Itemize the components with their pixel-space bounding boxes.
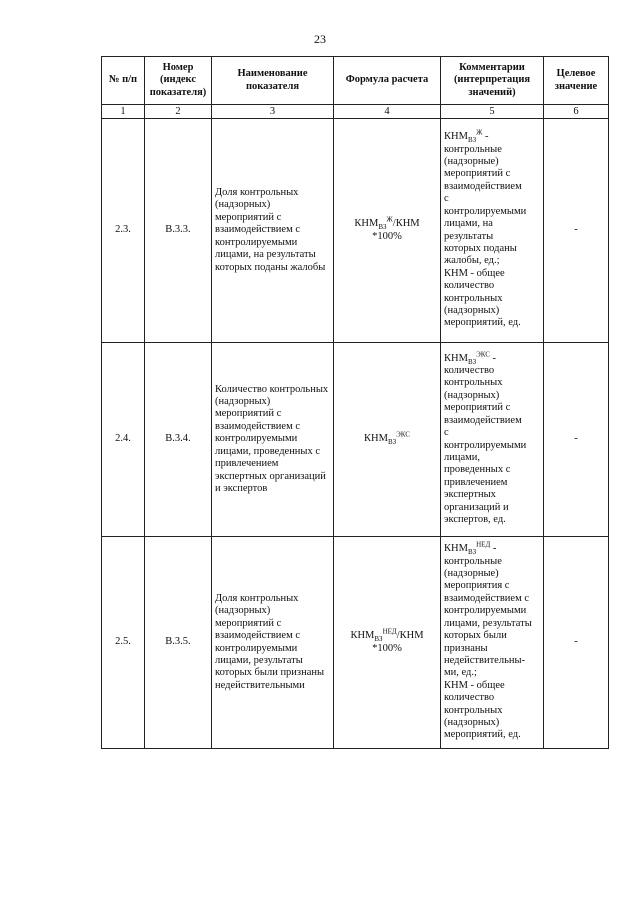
- comment-line: лицами, на: [444, 218, 493, 230]
- formula-sub: ВЗ: [374, 635, 383, 644]
- comment-first-line: [444, 350, 540, 366]
- formula-base: КНМ: [350, 630, 375, 642]
- comment-line: мероприятия с: [444, 580, 510, 592]
- row-number: 2.4.: [102, 343, 145, 537]
- comment-line: жалобы, ед.;: [444, 255, 500, 267]
- column-number: 6: [544, 105, 609, 119]
- comment-cell: [441, 537, 544, 749]
- comment-line: КНМ - общее: [444, 267, 505, 279]
- comment-line: (надзорных): [444, 389, 500, 401]
- indicators-table: [101, 56, 609, 749]
- comment-line: взаимодействием с: [444, 592, 530, 604]
- column-number: 3: [212, 105, 334, 119]
- header-cell: Комментарии (интерпретация значений): [441, 57, 544, 105]
- formula: [354, 215, 420, 243]
- comment-line: взаимодействием: [444, 180, 522, 192]
- table-row: [102, 537, 609, 749]
- formula-sup: Ж: [386, 215, 393, 224]
- comment-line: контролируемыми: [444, 439, 527, 451]
- comment-line: (надзорные): [444, 156, 499, 168]
- formula-line2: *100%: [372, 230, 402, 242]
- column-number-row: [102, 105, 609, 119]
- indicator-index: В.3.5.: [145, 537, 212, 749]
- comment-line: количество: [444, 365, 495, 377]
- comment-sub: ВЗ: [467, 136, 477, 145]
- calculation-formula: [334, 343, 441, 537]
- formula-line2: *100%: [372, 642, 402, 654]
- indicator-name: Доля контрольных (надзорных) мероприятий с взаимодействием с контролируемыми лицами, на результаты которых поданы жалобы: [212, 119, 334, 343]
- comment-line: мероприятий, ед.: [444, 729, 521, 741]
- comment-line: экспертных: [444, 489, 496, 501]
- comment-suffix: -: [489, 352, 497, 364]
- comment-suffix: -: [482, 131, 489, 143]
- comment-line: мероприятий, ед.: [444, 317, 521, 329]
- column-number: 5: [441, 105, 544, 119]
- comment-line: контрольные: [444, 143, 502, 155]
- formula: [364, 430, 410, 447]
- column-number: 4: [334, 105, 441, 119]
- comment-base: КНМ: [444, 352, 468, 364]
- target-value: -: [544, 343, 609, 537]
- comment-line: которых были: [444, 630, 507, 642]
- formula-sub: ВЗ: [387, 438, 397, 447]
- calculation-formula: [334, 537, 441, 749]
- comment-line: количество: [444, 280, 495, 292]
- formula-rest: /КНМ: [396, 630, 424, 642]
- comment-base: КНМ: [444, 543, 468, 555]
- indicator-index: В.3.4.: [145, 343, 212, 537]
- header-cell: Номер (индекс показателя): [145, 57, 212, 105]
- page-number: 23: [314, 32, 326, 46]
- formula: [350, 627, 424, 655]
- formula-rest: /КНМ: [392, 218, 420, 230]
- comment-first-line: [444, 128, 540, 145]
- comment-line: контролируемыми: [444, 605, 527, 617]
- comment-line: ми, ед.;: [444, 667, 477, 679]
- calculation-formula: [334, 119, 441, 343]
- comment-sub: ВЗ: [467, 548, 477, 557]
- comment-line: экспертов, ед.: [444, 513, 506, 525]
- comment-line: мероприятий с: [444, 168, 511, 180]
- formula-base: КНМ: [354, 218, 379, 230]
- header-cell: № п/п: [102, 57, 145, 105]
- row-number: 2.5.: [102, 537, 145, 749]
- comment-first-line: [444, 540, 540, 557]
- comment-line: (надзорных): [444, 716, 500, 728]
- comment-line: контрольных: [444, 377, 503, 389]
- comment-line: контролируемыми: [444, 205, 527, 217]
- row-number: 2.3.: [102, 119, 145, 343]
- indicator-index: В.3.3.: [145, 119, 212, 343]
- comment-line: которых поданы: [444, 242, 517, 254]
- comment-line: контрольных: [444, 292, 503, 304]
- comment-line: привлечением: [444, 476, 508, 488]
- indicator-name: Доля контрольных (надзорных) мероприятий с взаимодействием с контролируемыми лицами, результаты которых были признаны недействительными: [212, 537, 334, 749]
- column-number: 2: [145, 105, 212, 119]
- comment-sup: ЭКС: [476, 350, 490, 359]
- comment-sup: НЕД: [476, 540, 491, 549]
- comment-base: КНМ: [444, 131, 468, 143]
- formula-base: КНМ: [364, 433, 388, 445]
- comment-line: признаны: [444, 642, 488, 654]
- comment-line: проведенных с: [444, 464, 511, 476]
- comment-line: (надзорных): [444, 304, 500, 316]
- header-cell: Наименование показателя: [212, 57, 334, 105]
- comment-line: недействительны-: [444, 654, 526, 666]
- comment-line: с: [444, 193, 449, 205]
- comment-line: результаты: [444, 230, 494, 242]
- comment-line: лицами,: [444, 451, 481, 463]
- comment-line: организаций и: [444, 501, 509, 513]
- comment-sup: Ж: [476, 128, 483, 137]
- comment-line: контрольные: [444, 555, 502, 567]
- formula-sub: ВЗ: [378, 223, 387, 232]
- comment-line: количество: [444, 692, 495, 704]
- comment-line: взаимодействием: [444, 414, 522, 426]
- formula-sup: НЕД: [382, 627, 397, 636]
- table-row: [102, 119, 609, 343]
- comment-line: КНМ - общее: [444, 679, 505, 691]
- indicator-name: Количество контрольных (надзорных) мероприятий с взаимодействием с контролируемыми лицами, проведенных с привлечением экспертных организаций и экспертов: [212, 343, 334, 537]
- comment-line: контрольных: [444, 704, 503, 716]
- target-value: -: [544, 537, 609, 749]
- formula-sup: ЭКС: [396, 430, 410, 439]
- header-row: [102, 57, 609, 105]
- target-value: -: [544, 119, 609, 343]
- header-cell: Формула расчета: [334, 57, 441, 105]
- comment-line: с: [444, 427, 449, 439]
- comment-suffix: -: [490, 543, 497, 555]
- comment-cell: [441, 119, 544, 343]
- header-cell: Целевое значение: [544, 57, 609, 105]
- table-row: [102, 343, 609, 537]
- comment-line: лицами, результаты: [444, 617, 532, 629]
- comment-cell: [441, 343, 544, 537]
- comment-line: (надзорные): [444, 568, 499, 580]
- column-number: 1: [102, 105, 145, 119]
- comment-line: мероприятий с: [444, 402, 511, 414]
- comment-sub: ВЗ: [467, 357, 477, 366]
